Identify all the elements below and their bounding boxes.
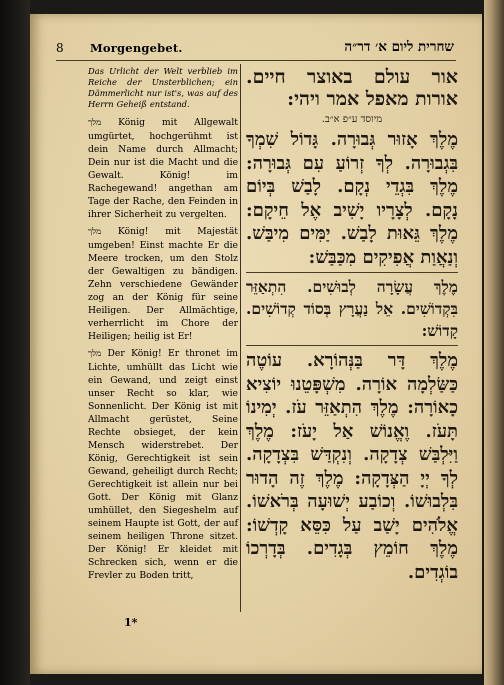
paragraph-hebrew-tag: מלך: [88, 349, 102, 359]
paragraph-hebrew-tag: מלך: [88, 118, 102, 128]
hebrew-stanza: מֶלֶךְ אָזוּר גְּבוּרָה. גָּדוֹל שִׁמְךָ בִּגְבוּרָה. לְךָ זְרוֹעַ עִם גְּבוּרָה: מֶלֶךְ בִּגְדֵי נְקָם. לָבַשׁ בְּיוֹם נָקָם. לְצָרָיו יָשִׁיב אֶל חֵיקָם: מֶלֶךְ גֵּאוּת לָבַשׁ. יַמִּים מִיבַּשׁ. וְנַאֲוַת אֲפִיקִים מִכַּבַּשׁ:: [246, 129, 458, 268]
hebrew-stanza: מֶלֶךְ דָּר בַּנְּהוֹרָא. עוֹטֶה כַּשַּׂלְמָה אוֹרָה. מִשְׁפָּטֵנוּ יוֹצִיא כָאוֹרָה: מֶלֶךְ הִתְאַזֵּר עֹז. יְמִינוֹ תָּעֹז. וֶאֱנוֹשׁ אַל יָעֹז: מֶלֶךְ וַיִּלְבַּשׁ צְדָקָה. וְנִקְדַּשׁ בִּצְדָקָה. לְךָ יְיָ הַצְּדָקָה: מֶלֶךְ זֶה הָדוּר בִּלְבוּשׁוֹ. וְכוֹבַע יְשׁוּעָה בְּרֹאשׁוֹ. אֱלֹהִים יָשַׁב עַל כִּסֵּא קָדְשׁוֹ: מֶלֶךְ חוֹמֵץ בְּגָדִים. בְּדָרְכוֹ בוֹגְדִים.: [246, 350, 458, 583]
hebrew-opening: אור עולם באוצר חיים. אורות מאפל אמר ויהי:: [246, 66, 458, 110]
signature-mark: 1*: [124, 616, 138, 629]
page-number: 8: [56, 41, 64, 55]
paragraph-text: König mit Allgewalt umgürtet, hochgerühmt ist dein Name durch Allmacht; Dein nur ist die Macht und die Gewalt. König! im Rachegewand! angethan am Tage der Rache, den Feinden in ihrer Sicherheit zu vergelten.: [88, 117, 238, 220]
hebrew-subtitle: מיוסד ע״פ א״ב.: [321, 114, 383, 125]
german-intro: Das Urlicht der Welt verblieb im Reiche der Unsterblichen; ein Dämmerlicht nur ist's, was auf des Herrn Geheiß entstand.: [88, 66, 238, 109]
paragraph-text: Der König! Er thronet im Lichte, umhüllt das Licht wie ein Gewand, und zeigt einst unser Recht so klar, wie Sonnenlicht. Der König ist mit Allmacht gerüstet, Seine Rechte obsieget, der kein Mensch widerstrebet. Der König, Gerechtigkeit ist sein Gewand, geheiligt durch Recht; Gerechtigkeit ist allein nur bei Gott. Der König mit Glanz umhüllet, den Siegeshelm auf seinem Haupte ist Gott, der auf seinem heiligen Throne sitzet. Der König! Er kleidet mit Schrecken sich, wenn er die Frevler zu Boden tritt,: [88, 348, 238, 581]
german-paragraph: [88, 347, 238, 582]
german-paragraph: [88, 225, 238, 343]
running-title-german: Morgengebet.: [90, 41, 183, 55]
german-paragraph: [88, 116, 238, 221]
hebrew-stanza: מֶלֶךְ עֲשָׂרָה לְבוּשִׁים. הִתְאַזֵּר בִּקְדוֹשִׁים. אֵל נַעֲרָץ בְּסוֹד קְדוֹשִׁים. קָדוֹשׁ:: [246, 277, 458, 340]
running-title-hebrew: שחרית ליום א׳ דר״ה: [344, 39, 454, 55]
stanza-divider: [246, 345, 458, 346]
hebrew-column: [246, 66, 458, 584]
book-gutter-shadow: [0, 0, 30, 685]
column-divider: [240, 64, 241, 612]
paragraph-text: König! mit Majestät umgeben! Einst machte Er die Meere trocken, um den Stolz der Gewaltigen zu bändigen. Zehn verschiedene Gewänder zog an der König für seine Heiligen. Der Allmächtige, verherrlicht im Chore der Heiligen; heilig ist Er!: [88, 226, 238, 342]
header-rule: [56, 60, 456, 61]
page-edge-right: [484, 0, 504, 685]
german-column: [88, 66, 238, 586]
paragraph-hebrew-tag: מלך: [88, 227, 102, 237]
stanza-divider: [246, 272, 458, 273]
